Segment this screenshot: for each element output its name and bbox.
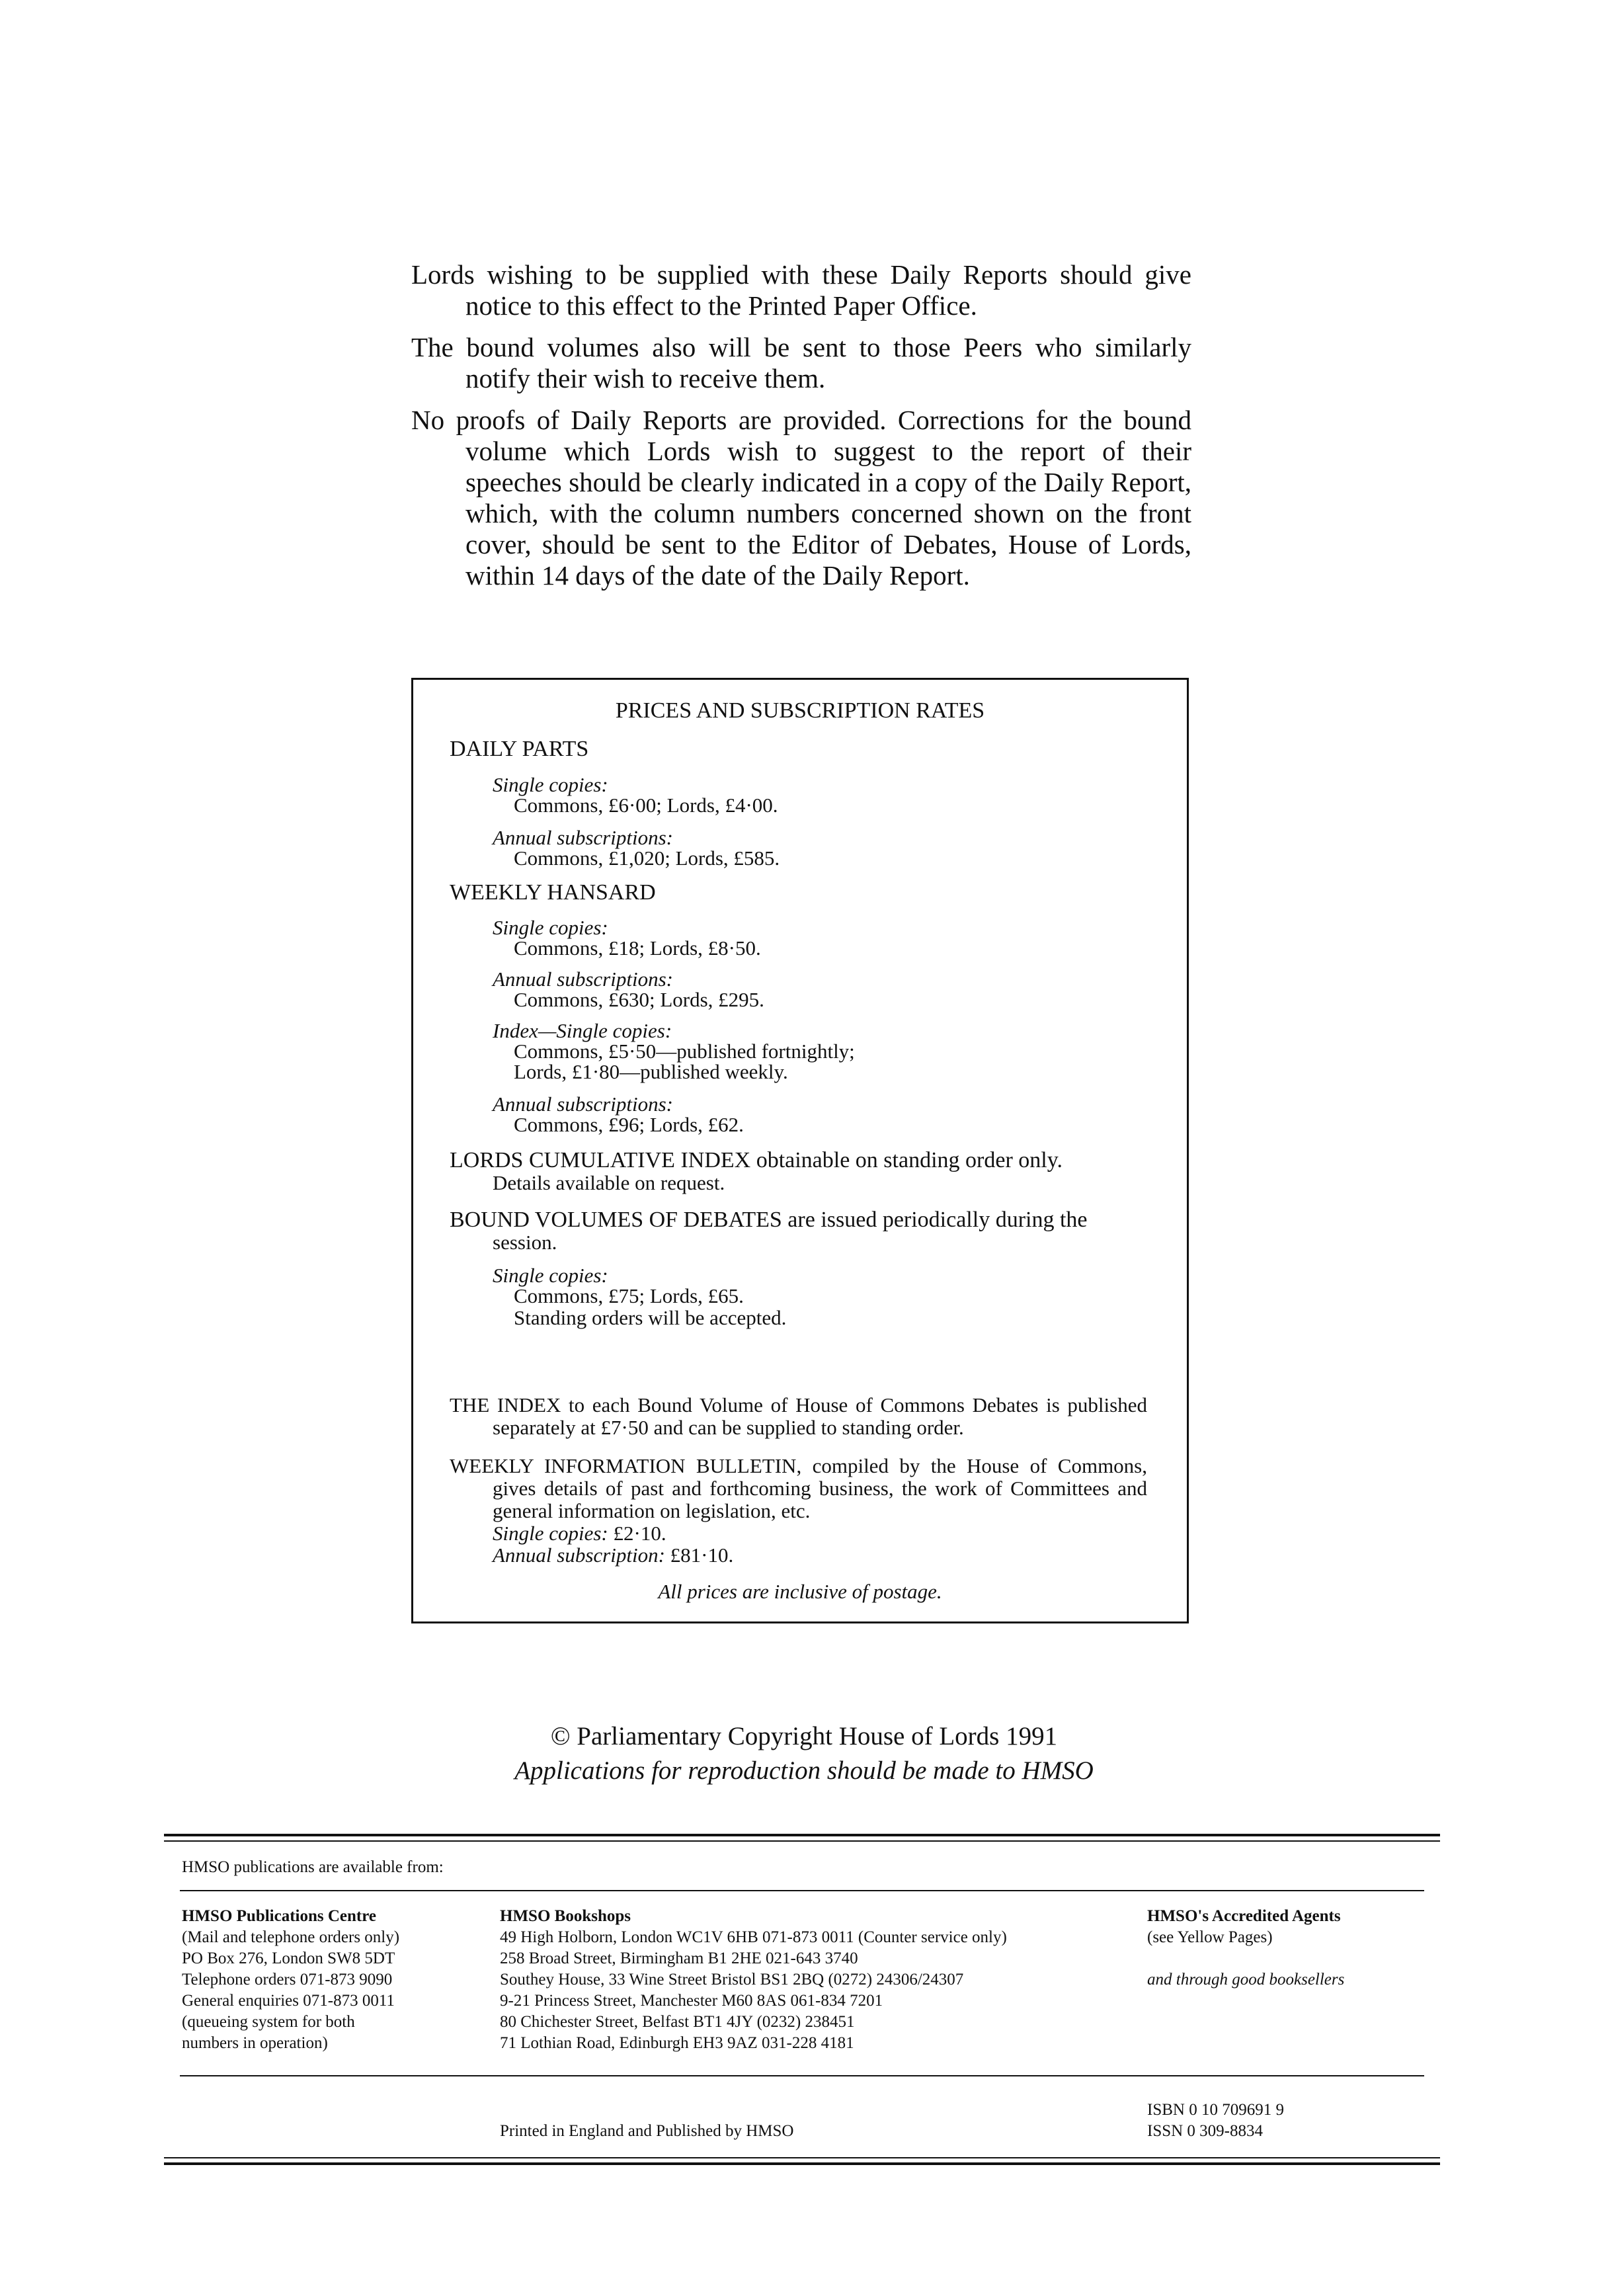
intro-paragraph-3: No proofs of Daily Reports are provided. Corrections for the bound volume which Lords wish to suggest to the report of their speeches should be clearly indicated in a copy of the Daily Report, which, with the column numbers concerned shown on the front cover, should be sent to the Editor of Debates, House of Lords, within 14 days of the date of the Daily Report.: [411, 405, 1191, 591]
bulletin-annual-label: Annual subscription:: [493, 1543, 665, 1567]
footer-divider-2: [180, 2075, 1424, 2076]
centre-line: numbers in operation): [182, 2034, 328, 2052]
weekly-index-annual-label: Annual subscriptions:: [493, 1092, 673, 1116]
weekly-index-value-1: Commons, £5·50—published fortnightly;: [514, 1040, 855, 1063]
issn: ISSN 0 309-8834: [1147, 2122, 1264, 2140]
centre-line: PO Box 276, London SW8 5DT: [182, 1949, 395, 1967]
postage-note: All prices are inclusive of postage.: [658, 1580, 942, 1603]
bulletin-annual-value: £81·10.: [670, 1543, 734, 1567]
weekly-single-label: Single copies:: [493, 916, 608, 939]
daily-single-label: Single copies:: [493, 773, 608, 796]
bound-single-label: Single copies:: [493, 1264, 608, 1287]
isbn: ISBN 0 10 709691 9: [1147, 2101, 1284, 2119]
bookshop-line: 49 High Holborn, London WC1V 6HB 071-873 0011 (Counter service only): [500, 1928, 1007, 1946]
weekly-index-annual-value: Commons, £96; Lords, £62.: [514, 1113, 744, 1136]
weekly-hansard-heading: WEEKLY HANSARD: [450, 880, 656, 905]
bookshop-line: 80 Chichester Street, Belfast BT1 4JY (0232) 238451: [500, 2013, 855, 2031]
centre-title: HMSO Publications Centre: [182, 1907, 376, 1925]
centre-line: Telephone orders 071-873 9090: [182, 1971, 393, 1988]
bulletin-single-label: Single copies:: [493, 1522, 608, 1545]
copyright-block: [0, 1719, 1608, 1788]
bookshop-line: 71 Lothian Road, Edinburgh EH3 9AZ 031-228 4181: [500, 2034, 854, 2052]
bound-single-value: Commons, £75; Lords, £65.: [514, 1284, 744, 1307]
footer-divider-1: [180, 1890, 1424, 1891]
footer-top-rule-thick: [164, 1834, 1440, 1836]
bookshops-title: HMSO Bookshops: [500, 1907, 631, 1925]
bookshops: [500, 1906, 1007, 2054]
booksellers-line: and through good booksellers: [1147, 1971, 1345, 1988]
bookshop-line: 258 Broad Street, Birmingham B1 2HE 021-643 3740: [500, 1949, 858, 1967]
bookshop-line: 9-21 Princess Street, Manchester M60 8AS 061-834 7201: [500, 1992, 883, 2010]
prices-title: PRICES AND SUBSCRIPTION RATES: [615, 698, 985, 723]
weekly-index-value-2: Lords, £1·80—published weekly.: [514, 1060, 788, 1083]
weekly-index-label: Index—Single copies:: [493, 1019, 672, 1042]
lords-index-line-1: LORDS CUMULATIVE INDEX obtainable on standing order only.: [450, 1148, 1063, 1172]
bulletin-paragraph: WEEKLY INFORMATION BULLETIN, compiled by the House of Commons, gives details of past and forthcoming business, the work of Committees and general information on legislation, etc.: [450, 1454, 1147, 1522]
lords-index-line-2: Details available on request.: [493, 1171, 725, 1194]
applications-line: Applications for reproduction should be made to HMSO: [514, 1756, 1094, 1785]
daily-annual-label: Annual subscriptions:: [493, 826, 673, 849]
bound-volumes-line-2: session.: [493, 1231, 557, 1254]
accredited-agents: [1147, 1906, 1344, 1990]
centre-line: (queueing system for both: [182, 2013, 355, 2031]
bound-standing-orders: Standing orders will be accepted.: [514, 1306, 787, 1329]
centre-line: General enquiries 071-873 0011: [182, 1992, 395, 2010]
intro-text: [411, 259, 1191, 602]
printed-line: Printed in England and Published by HMSO: [500, 2122, 794, 2140]
available-from: HMSO publications are available from:: [182, 1858, 444, 1876]
agents-title: HMSO's Accredited Agents: [1147, 1907, 1341, 1925]
centre-line: (Mail and telephone orders only): [182, 1928, 400, 1946]
copyright-line: © Parliamentary Copyright House of Lords 1991: [550, 1722, 1058, 1750]
footer-bottom-rule-thick: [164, 2162, 1440, 2165]
daily-parts-heading: DAILY PARTS: [450, 737, 589, 761]
bound-volumes-line-1: BOUND VOLUMES OF DEBATES are issued periodically during the: [450, 1208, 1088, 1232]
bookshop-line: Southey House, 33 Wine Street Bristol BS1 2BQ (0272) 24306/24307: [500, 1971, 964, 1988]
agents-line: (see Yellow Pages): [1147, 1928, 1273, 1946]
weekly-annual-value: Commons, £630; Lords, £295.: [514, 988, 764, 1011]
commons-index-paragraph: THE INDEX to each Bound Volume of House of Commons Debates is published separately at £7·50 and can be supplied to standing order.: [450, 1393, 1147, 1439]
bulletin-single: [493, 1522, 666, 1545]
weekly-single-value: Commons, £18; Lords, £8·50.: [514, 936, 761, 960]
intro-paragraph-1: Lords wishing to be supplied with these Daily Reports should give notice to this effect to the Printed Paper Office.: [411, 259, 1191, 321]
footer-top-rule-thin: [164, 1840, 1440, 1842]
publications-centre: [182, 1906, 399, 2054]
prices-box: [411, 678, 1189, 1623]
daily-annual-value: Commons, £1,020; Lords, £585.: [514, 846, 780, 870]
bulletin-single-value: £2·10.: [613, 1522, 666, 1545]
bulletin-annual: [493, 1544, 733, 1567]
intro-paragraph-2: The bound volumes also will be sent to those Peers who similarly notify their wish to receive them.: [411, 332, 1191, 393]
footer-bottom-rule-thin: [164, 2157, 1440, 2158]
weekly-annual-label: Annual subscriptions:: [493, 967, 673, 991]
daily-single-value: Commons, £6·00; Lords, £4·00.: [514, 794, 778, 817]
